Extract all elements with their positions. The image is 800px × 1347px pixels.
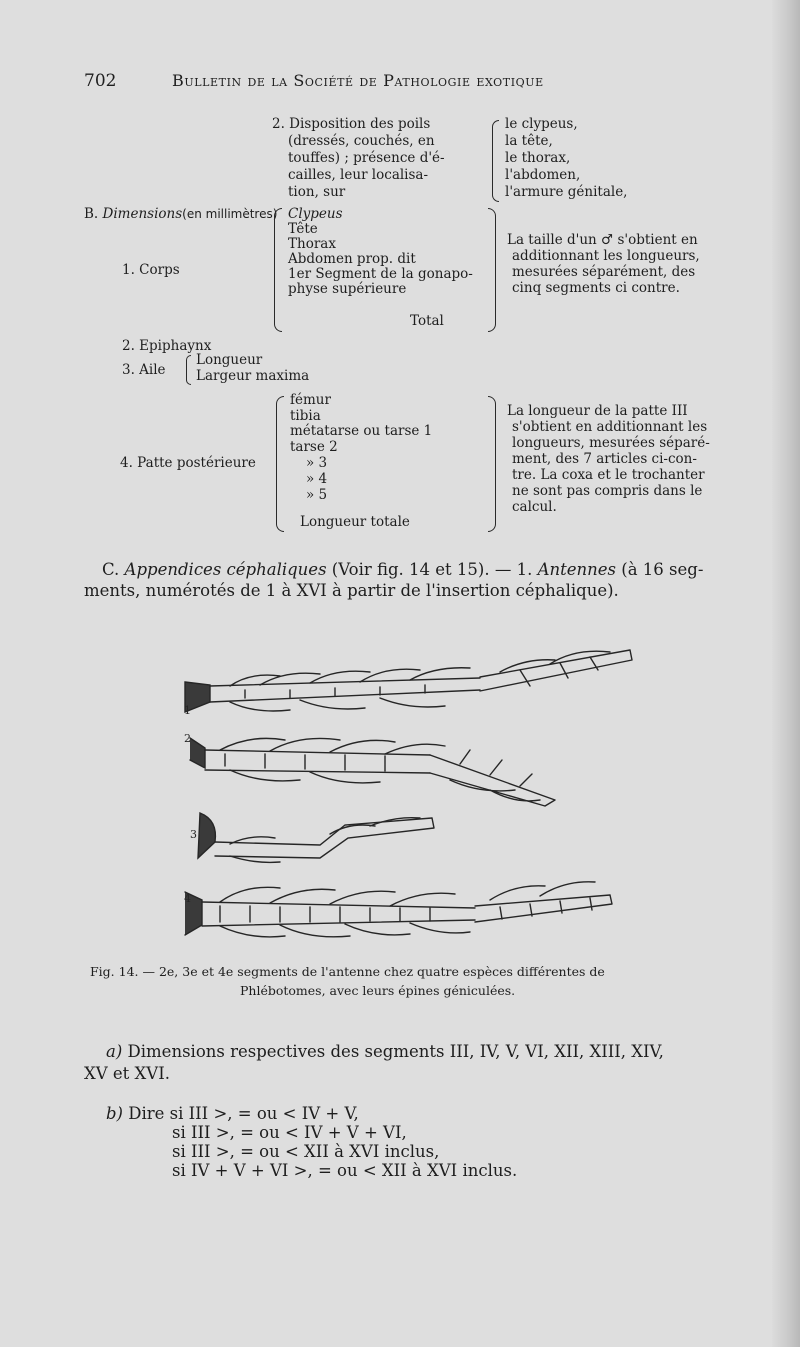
item2-target: le clypeus,	[505, 116, 578, 132]
patte-note-line: tre. La coxa et le trochanter	[512, 467, 705, 483]
antenna-segment-4	[185, 882, 612, 937]
patte-item: fémur	[290, 392, 331, 408]
aile-item: Largeur maxima	[196, 368, 310, 384]
corps-total: Total	[410, 313, 444, 329]
antenna-segment-1	[185, 650, 632, 712]
antenna-figure	[170, 630, 650, 950]
corps-item: Thorax	[288, 236, 336, 252]
segment-label-3: 3	[190, 828, 197, 841]
question-a-label: a)	[106, 1042, 123, 1061]
antenna-segment-2	[190, 738, 555, 806]
corps-note-line: mesurées séparément, des	[512, 264, 696, 280]
section-c-end: (à 16 seg-	[621, 560, 704, 579]
segment-label-2: 2	[184, 732, 191, 745]
patte-total: Longueur totale	[300, 514, 410, 530]
segment-label-1: 1	[184, 704, 191, 717]
patte-brace	[276, 396, 284, 532]
question-a-line2: XV et XVI.	[84, 1064, 170, 1083]
question-b-line: si IV + V + VI >, = ou < XII à XVI inclus.	[172, 1161, 518, 1180]
item2-line: 2. Disposition des poils	[272, 116, 431, 132]
patte-note-line: La longueur de la patte III	[507, 403, 688, 419]
item2-target: l'abdomen,	[505, 167, 581, 183]
segment-label-4: 4	[184, 892, 191, 905]
corps-note-line: La taille d'un ♂ s'obtient en	[507, 232, 698, 248]
corps-item: Abdomen prop. dit	[288, 251, 416, 267]
figure-caption-line2: Phlébotomes, avec leurs épines géniculées.	[240, 983, 516, 998]
item2-target: l'armure génitale,	[505, 184, 628, 200]
aile-label: 3. Aile	[122, 362, 166, 378]
patte-note-line: s'obtient en additionnant les	[512, 419, 708, 435]
item2-line: (dressés, couchés, en	[288, 133, 435, 149]
figure-caption-line1: Fig. 14. — 2e, 3e et 4e segments de l'antenne chez quatre espèces différentes de	[90, 964, 605, 979]
dimensions-prefix: B.	[84, 206, 99, 222]
question-b-text: Dire si III >, = ou < IV + V,	[128, 1104, 359, 1123]
item2-target: la tête,	[505, 133, 553, 149]
antenna-segment-3	[198, 813, 434, 862]
dimensions-italic: Dimensions	[102, 206, 183, 222]
corps-label: 1. Corps	[122, 262, 180, 278]
corps-item: Clypeus	[288, 206, 343, 222]
patte-item: » 5	[306, 487, 328, 503]
corps-item: 1er Segment de la gonapo-	[288, 266, 473, 282]
section-c-prefix: C.	[102, 560, 120, 579]
section-c-line1	[102, 562, 703, 579]
patte-note-line: ment, des 7 articles ci-con-	[512, 451, 697, 467]
patte-note-line: ne sont pas compris dans le	[512, 483, 703, 499]
corps-item: Tête	[288, 221, 318, 237]
dimensions-heading	[84, 208, 277, 222]
item2-target: le thorax,	[505, 150, 571, 166]
corps-item: physe supérieure	[288, 281, 407, 297]
page-number: 702	[84, 71, 117, 91]
patte-item: tarse 2	[290, 439, 338, 455]
question-a-line1	[106, 1044, 664, 1061]
aile-item: Longueur	[196, 352, 263, 368]
patte-brace-right	[488, 396, 496, 532]
item2-brace	[492, 120, 499, 202]
item2-line: cailles, leur localisa-	[288, 167, 429, 183]
question-a-text: Dimensions respectives des segments III, IV, V, VI, XII, XIII, XIV,	[127, 1042, 664, 1061]
page-edge-shadow	[772, 0, 800, 1347]
section-c-rest: (Voir fig. 14 et 15). — 1.	[331, 560, 533, 579]
corps-brace-right	[488, 208, 496, 332]
section-c-line2: ments, numérotés de 1 à XVI à partir de l'insertion céphalique).	[84, 581, 619, 600]
patte-item: métatarse ou tarse 1	[290, 423, 433, 439]
dimensions-suffix: (en millimètres)	[182, 207, 278, 221]
patte-label: 4. Patte postérieure	[120, 455, 256, 471]
patte-item: » 4	[306, 471, 328, 487]
question-b-line1	[106, 1106, 359, 1123]
question-b-line: si III >, = ou < XII à XVI inclus,	[172, 1142, 440, 1161]
corps-note-line: cinq segments ci contre.	[512, 280, 680, 296]
question-b-line: si III >, = ou < IV + V + VI,	[172, 1123, 407, 1142]
corps-brace	[274, 208, 282, 332]
question-b-label: b)	[106, 1104, 123, 1123]
item2-line: tion, sur	[288, 184, 346, 200]
patte-item: » 3	[306, 455, 328, 471]
patte-note-line: longueurs, mesurées séparé-	[512, 435, 710, 451]
patte-item: tibia	[290, 408, 321, 424]
corps-note-line: additionnant les longueurs,	[512, 248, 700, 264]
patte-note-line: calcul.	[512, 499, 557, 515]
section-c-antennes: Antennes	[537, 560, 617, 579]
running-title: Bulletin de la Société de Pathologie exotique	[172, 71, 544, 90]
epiphaynx-label: 2. Epiphaynx	[122, 338, 212, 354]
aile-brace	[186, 355, 191, 385]
section-c-title: Appendices céphaliques	[124, 560, 327, 579]
item2-line: touffes) ; présence d'é-	[288, 150, 445, 166]
